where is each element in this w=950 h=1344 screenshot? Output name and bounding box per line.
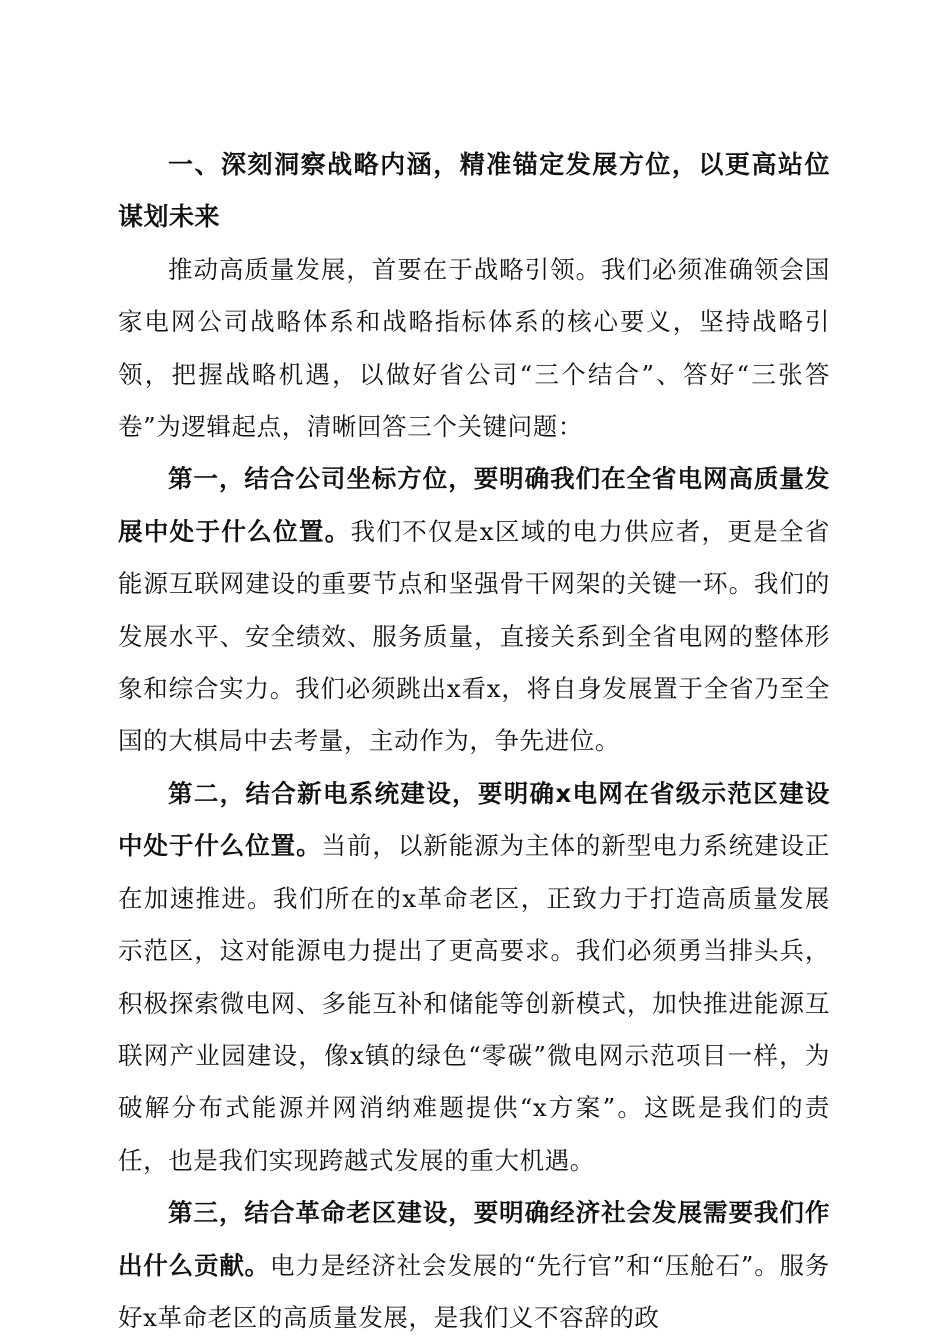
paragraph-intro-body: 推动高质量发展，首要在于战略引领。我们必须准确领会国家电网公司战略体系和战略指标体系的核心要义，坚持战略引领，把握战略机遇，以做好省公司“三个结合”、答好“三张答卷”为逻辑起点，清晰回答三个关键问题： xyxy=(118,254,830,442)
paragraph-second xyxy=(118,768,830,1187)
paragraph-intro xyxy=(118,244,830,454)
paragraph-second-body: 当前，以新能源为主体的新型电力系统建设正在加速推进。我们所在的x革命老区，正致力于打造高质量发展示范区，这对能源电力提出了更高要求。我们必须勇当排头兵，积极探索微电网、多能互补和储能等创新模式，加快推进能源互联网产业园建设，像x镇的绿色“零碳”微电网示范项目一样，为破解分布式能源并网消纳难题提供“x方案”。这既是我们的责任，也是我们实现跨越式发展的重大机遇。 xyxy=(118,831,830,1175)
paragraph-first xyxy=(118,453,830,767)
paragraph-third xyxy=(118,1187,830,1344)
section-heading: 一、深刻洞察战略内涵，精准锚定发展方位，以更高站位谋划未来 xyxy=(118,150,830,232)
document-page xyxy=(118,139,830,1344)
paragraph-first-lead: 第一，结合公司坐标方位，要明确我们在全省电网高质量发展中处于什么位置。 xyxy=(118,464,830,546)
paragraph-first-body: 我们不仅是x区域的电力供应者，更是全省能源互联网建设的重要节点和坚强骨干网架的关键一环。我们的发展水平、安全绩效、服务质量，直接关系到全省电网的整体形象和综合实力。我们必须跳出x看x，将自身发展置于全省乃至全国的大棋局中去考量，主动作为，争先进位。 xyxy=(118,516,830,756)
paragraph-third-lead: 第三，结合革命老区建设，要明确经济社会发展需要我们作出什么贡献。 xyxy=(118,1198,830,1280)
paragraph-second-lead: 第二，结合新电系统建设，要明确x电网在省级示范区建设中处于什么位置。 xyxy=(118,778,830,861)
paragraph-third-body: 电力是经济社会发展的“先行官”和“压舱石”。服务好x革命老区的高质量发展，是我们义不容辞的政 xyxy=(118,1250,830,1332)
